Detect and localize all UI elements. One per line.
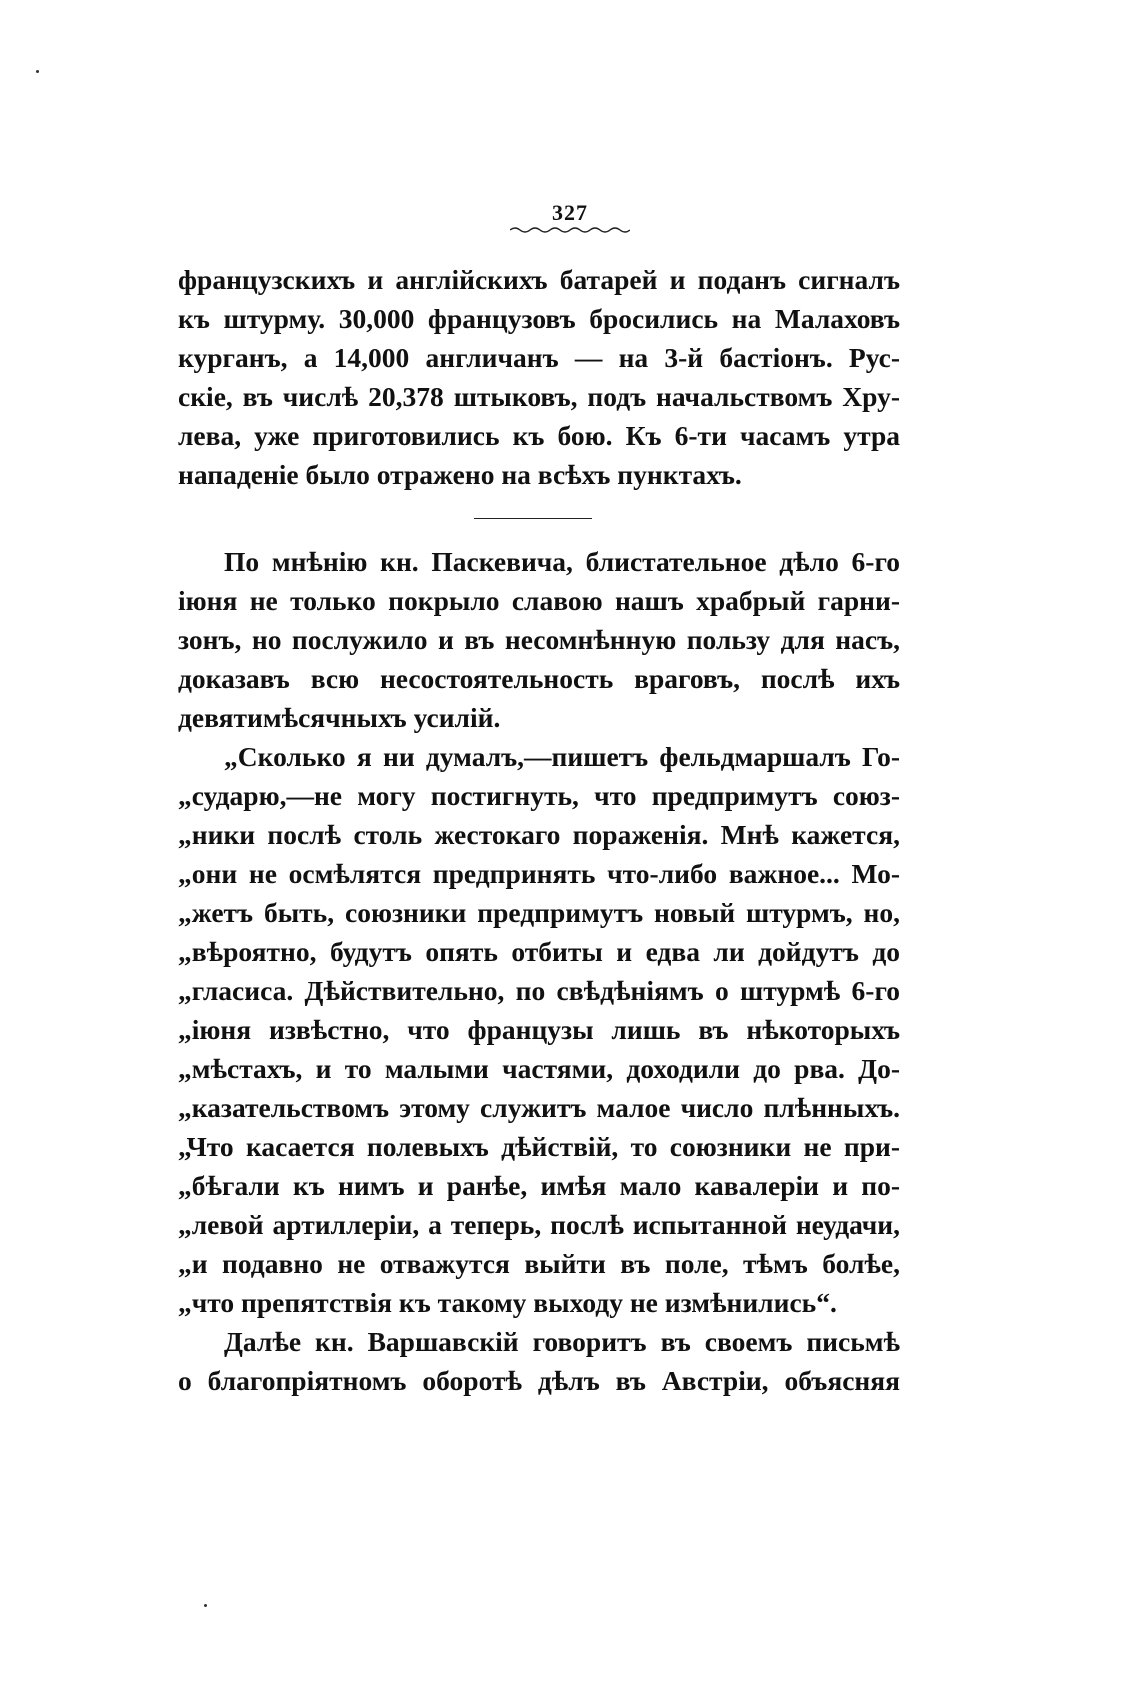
text-line: „Сколько я ни думалъ,—пишетъ фельдмаршалъ Го- <box>224 741 900 772</box>
text-line: „ники послѣ столь жестокаго пораженія. Мнѣ кажется, <box>178 819 900 850</box>
wavy-rule-ornament <box>510 226 630 234</box>
text-section-1 <box>178 260 900 494</box>
text-line: „казательствомъ этому служитъ малое число плѣнныхъ. <box>178 1092 900 1123</box>
text-line: По мнѣнію кн. Паскевича, блистательное дѣло 6-го <box>224 546 900 577</box>
section-divider <box>474 518 592 519</box>
text-line: къ штурму. 30,000 французовъ бросились на Малаховъ <box>178 303 900 334</box>
text-line: девятимѣсячныхъ усилій. <box>178 702 501 733</box>
text-line: „жетъ быть, союзники предпримутъ новый штурмъ, но, <box>178 897 900 928</box>
text-line: „и подавно не отважутся выйти въ поле, тѣмъ болѣе, <box>178 1248 900 1279</box>
text-line: „Что касается полевыхъ дѣйствій, то союзники не при- <box>178 1131 900 1162</box>
text-line: „что препятствія къ такому выходу не измѣнились“. <box>178 1287 837 1318</box>
text-line: французскихъ и англійскихъ батарей и поданъ сигналъ <box>178 264 900 295</box>
text-line: курганъ, а 14,000 англичанъ — на 3-й бастіонъ. Рус- <box>178 342 900 373</box>
text-line: „бѣгали къ нимъ и ранѣе, имѣя мало кавалеріи и по- <box>178 1170 900 1201</box>
text-line: „они не осмѣлятся предпринять что-либо важное... Мо- <box>178 858 900 889</box>
text-line: нападеніе было отражено на всѣхъ пунктахъ. <box>178 459 742 490</box>
paragraph-3 <box>178 1322 900 1400</box>
text-line: лева, уже приготовились къ бою. Къ 6-ти часамъ утра <box>178 420 900 451</box>
page-header <box>0 200 1140 234</box>
paragraph-2 <box>178 737 900 1322</box>
text-line: о благопріятномъ оборотѣ дѣлъ въ Австріи, объясняя <box>178 1365 900 1396</box>
paragraph-1 <box>178 542 900 737</box>
text-line: „мѣстахъ, и то малыми частями, доходили до рва. До- <box>178 1053 900 1084</box>
text-line: „іюня извѣстно, что французы лишь въ нѣкоторыхъ <box>178 1014 900 1045</box>
text-line: доказавъ всю несостоятельность враговъ, послѣ ихъ <box>178 663 900 694</box>
text-section-2 <box>178 542 900 1400</box>
text-line: „сударю,—не могу постигнуть, что предпримутъ союз- <box>178 780 900 811</box>
text-line: скіе, въ числѣ 20,378 штыковъ, подъ начальствомъ Хру- <box>178 381 900 412</box>
page-number: 327 <box>552 200 588 225</box>
page-speck-bottom <box>204 1604 207 1607</box>
text-line: іюня не только покрыло славою нашъ храбрый гарни- <box>178 585 900 616</box>
page-speck-top <box>36 70 39 73</box>
text-line: „вѣроятно, будутъ опять отбиты и едва ли дойдутъ до <box>178 936 900 967</box>
text-line: зонъ, но послужило и въ несомнѣнную пользу для насъ, <box>178 624 900 655</box>
text-line: „гласиса. Дѣйствительно, по свѣдѣніямъ о штурмѣ 6-го <box>178 975 900 1006</box>
text-line: Далѣе кн. Варшавскій говоритъ въ своемъ письмѣ <box>224 1326 900 1357</box>
text-line: „левой артиллеріи, а теперь, послѣ испытанной неудачи, <box>178 1209 900 1240</box>
